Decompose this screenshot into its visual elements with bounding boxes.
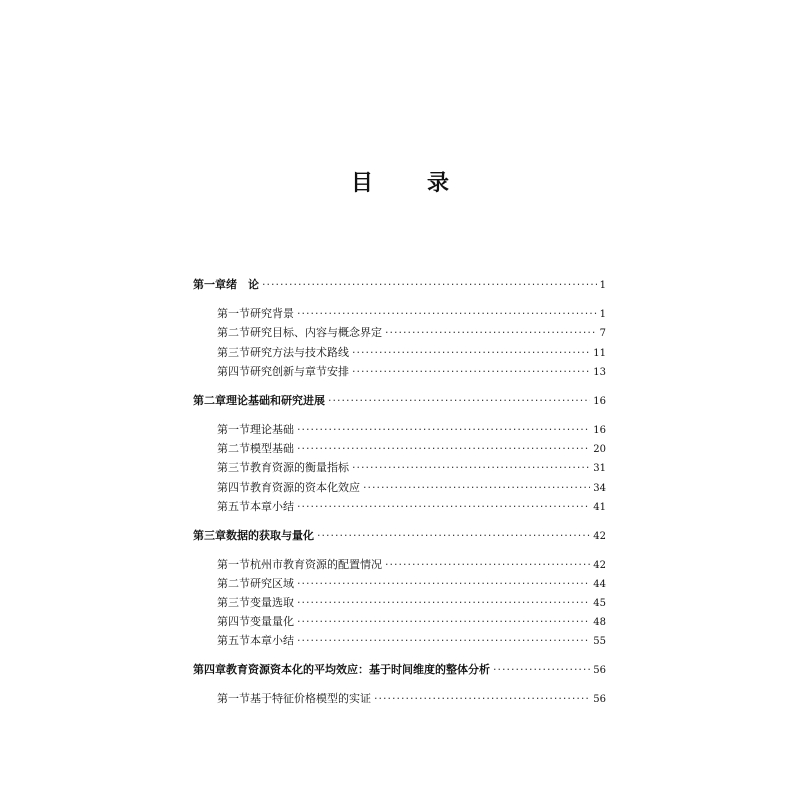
dot-leader: [352, 345, 590, 361]
toc-entry-title: 研究目标、内容与概念界定: [250, 326, 382, 339]
dot-leader: [493, 662, 590, 678]
toc-page-number: 56: [593, 694, 606, 705]
toc-entry-number: 第五节: [217, 500, 250, 513]
dot-leader: [352, 364, 590, 380]
toc-page-number: 7: [599, 328, 606, 339]
toc-page-number: 45: [593, 598, 606, 609]
toc-entry-title: 理论基础和研究进展: [226, 394, 325, 407]
toc-section-entry[interactable]: [217, 691, 606, 708]
toc-page-number: 11: [593, 348, 606, 359]
dot-leader: [297, 576, 590, 592]
toc-entry-number: 第三章: [193, 529, 226, 542]
toc-entry-title: 研究背景: [250, 307, 294, 320]
toc-page-number: 44: [593, 579, 606, 590]
toc-entry-title: 教育资源的衡量指标: [250, 461, 349, 474]
toc-section-entry[interactable]: [217, 480, 606, 497]
toc-entry-number: 第二节: [217, 442, 250, 455]
toc-entry-number: 第四节: [217, 615, 250, 628]
toc-entry-number: 第四章: [193, 663, 226, 676]
dot-leader: [297, 441, 590, 457]
toc-page-number: 16: [593, 396, 606, 407]
toc-entry-number: 第一节: [217, 307, 250, 320]
dot-leader: [297, 614, 590, 630]
dot-leader: [297, 595, 590, 611]
toc-section-entry[interactable]: [217, 614, 606, 631]
toc-section-entry[interactable]: [217, 325, 606, 342]
dot-leader: [297, 633, 590, 649]
toc-entry-number: 第三节: [217, 596, 250, 609]
toc-section-entry[interactable]: [217, 576, 606, 593]
toc-entry-title: 研究方法与技术路线: [250, 346, 349, 359]
toc-entry-title: 教育资源资本化的平均效应：基于时间维度的整体分析: [226, 663, 490, 676]
toc-section-entry[interactable]: [217, 557, 606, 574]
toc-entry-number: 第一节: [217, 558, 250, 571]
toc-section-entry[interactable]: [217, 422, 606, 439]
toc-chapter-entry[interactable]: [193, 393, 606, 410]
toc-entry-title: 基于特征价格模型的实证: [250, 692, 371, 705]
toc-entry-title: 本章小结: [250, 634, 294, 647]
toc-entry-number: 第四节: [217, 365, 250, 378]
toc-section-entry[interactable]: [217, 595, 606, 612]
toc-page-number: 42: [593, 531, 606, 542]
toc-page-number: 20: [593, 444, 606, 455]
dot-leader: [385, 325, 597, 341]
toc-section-entry[interactable]: [217, 441, 606, 458]
toc-chapter-entry[interactable]: [193, 662, 606, 679]
toc-entry-title: 研究区域: [250, 577, 294, 590]
toc-page-number: 1: [599, 280, 606, 291]
toc-page-number: 1: [599, 309, 606, 320]
toc-page-number: 55: [593, 636, 606, 647]
dot-leader: [328, 393, 590, 409]
toc-page-number: 42: [593, 560, 606, 571]
dot-leader: [363, 480, 590, 496]
toc-entry-number: 第三节: [217, 461, 250, 474]
toc-chapter-entry[interactable]: [193, 528, 606, 545]
toc-page-number: 41: [593, 502, 606, 513]
toc-page-number: 13: [593, 367, 606, 378]
toc-entry-title: 绪 论: [226, 278, 259, 291]
dot-leader: [385, 557, 590, 573]
toc-entry-number: 第一节: [217, 692, 250, 705]
toc-entry-title: 杭州市教育资源的配置情况: [250, 558, 382, 571]
toc-entry-title: 变量量化: [250, 615, 294, 628]
toc-section-entry[interactable]: [217, 364, 606, 381]
dot-leader: [262, 277, 597, 293]
toc-chapter-entry[interactable]: [193, 277, 606, 294]
dot-leader: [297, 422, 590, 438]
toc-section-entry[interactable]: [217, 499, 606, 516]
page-title: 目 录: [350, 171, 465, 196]
toc-page-number: 31: [593, 463, 606, 474]
toc-entry-number: 第四节: [217, 481, 250, 494]
toc-section-entry[interactable]: [217, 460, 606, 477]
toc-entry-number: 第三节: [217, 346, 250, 359]
toc-entry-number: 第二节: [217, 326, 250, 339]
toc-entry-title: 本章小结: [250, 500, 294, 513]
toc-entry-title: 研究创新与章节安排: [250, 365, 349, 378]
toc-entry-title: 理论基础: [250, 423, 294, 436]
toc-page-number: 56: [593, 665, 606, 676]
dot-leader: [352, 460, 590, 476]
toc-page-number: 34: [593, 483, 606, 494]
toc-section-entry[interactable]: [217, 345, 606, 362]
toc-section-entry[interactable]: [217, 306, 606, 323]
toc-entry-number: 第五节: [217, 634, 250, 647]
toc-entry-title: 数据的获取与量化: [226, 529, 314, 542]
toc-entry-number: 第二章: [193, 394, 226, 407]
dot-leader: [297, 499, 590, 515]
toc-entry-title: 模型基础: [250, 442, 294, 455]
toc-page-number: 48: [593, 617, 606, 628]
toc-entry-title: 教育资源的资本化效应: [250, 481, 360, 494]
toc-entry-number: 第一章: [193, 278, 226, 291]
toc-entry-number: 第二节: [217, 577, 250, 590]
dot-leader: [317, 528, 590, 544]
dot-leader: [297, 306, 597, 322]
dot-leader: [374, 691, 590, 707]
toc-section-entry[interactable]: [217, 633, 606, 650]
toc-entry-number: 第一节: [217, 423, 250, 436]
toc-page-number: 16: [593, 425, 606, 436]
toc-entry-title: 变量选取: [250, 596, 294, 609]
